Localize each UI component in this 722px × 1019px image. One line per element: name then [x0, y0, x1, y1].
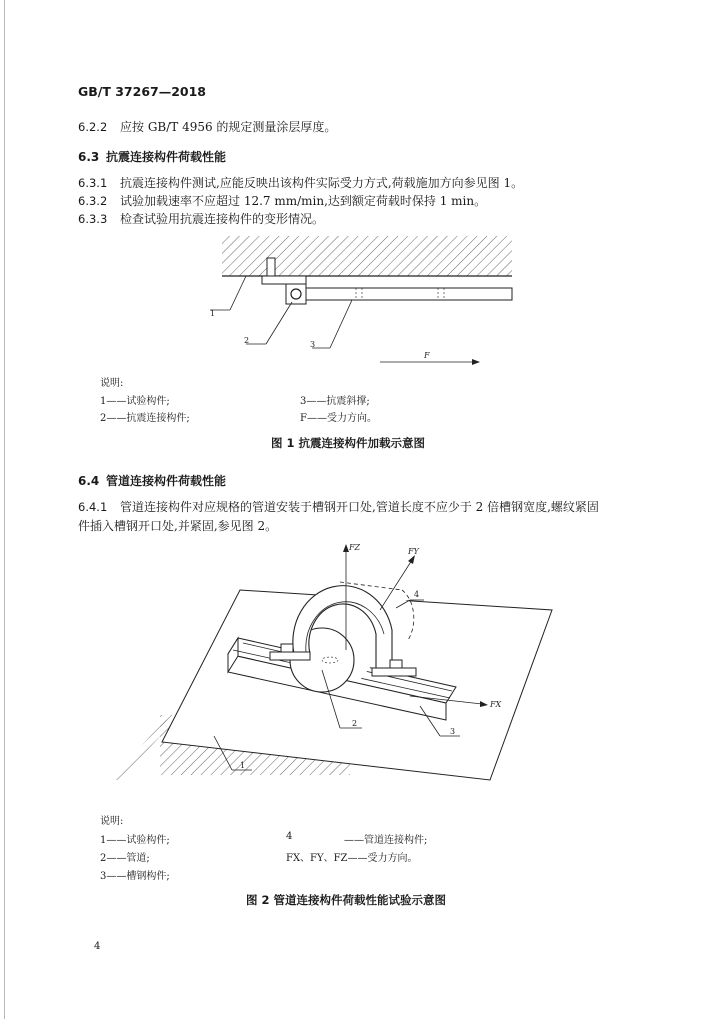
anchor-bolt	[267, 258, 275, 276]
heading-title: 管道连接构件荷载性能	[106, 474, 227, 488]
fig2-legend-item: 3——槽钢构件;	[100, 871, 170, 882]
fig2-legend-title: 说明:	[100, 816, 124, 827]
clause-text: 抗震连接构件测试,应能反映出该构件实际受力方式,荷载施加方向参见图 1。	[120, 176, 524, 190]
seismic-brace	[306, 288, 512, 300]
connector-bolt	[291, 289, 301, 299]
figure-1-caption: 图 1 抗震连接构件加载示意图	[271, 436, 426, 450]
clause-text: 检查试验用抗震连接构件的变形情况。	[120, 212, 325, 226]
leader-2	[266, 302, 292, 344]
figure-1-diagram	[0, 0, 722, 380]
clause-text: 管道连接构件对应规格的管道安装于槽钢开口处,管道长度不应少于 2 倍槽钢宽度,螺纹紧固	[120, 500, 599, 514]
fig1-legend-title: 说明:	[100, 378, 124, 389]
callout-1: 1	[210, 309, 216, 318]
fx-label: FX	[490, 700, 502, 709]
ceiling-hatch	[222, 236, 512, 276]
fy-label: FY	[408, 547, 419, 556]
clause-number: 6.3.3	[78, 212, 108, 226]
fig2-legend-item: FX、FY、FZ——受力方向。	[286, 853, 418, 864]
clause-number: 6.3.2	[78, 194, 108, 208]
heading-number: 6.4	[78, 474, 100, 488]
force-arrow-head	[472, 359, 480, 365]
page-number: 4	[94, 941, 101, 952]
callout-2: 2	[352, 719, 358, 728]
fz-label: FZ	[349, 543, 361, 552]
fig1-legend-item: 1——试验构件;	[100, 396, 170, 407]
callout-4: 4	[414, 590, 420, 599]
heading-number: 6.3	[78, 150, 100, 164]
fig2-legend-item: 2——管道;	[100, 853, 150, 864]
clause-number: 6.2.2	[78, 120, 108, 134]
clause-text: 应按 GB/T 4956 的规定测量涂层厚度。	[120, 120, 337, 134]
callout-1: 1	[240, 761, 246, 770]
figure-2-caption: 图 2 管道连接构件荷载性能试验示意图	[246, 893, 447, 907]
fig1-legend-item: 2——抗震连接构件;	[100, 413, 190, 424]
fy-arrow-head	[408, 555, 415, 564]
heading-title: 抗震连接构件荷载性能	[106, 150, 227, 164]
connector-plate	[262, 276, 306, 284]
clause-6-4-1	[78, 498, 599, 516]
figure-2-diagram	[0, 530, 722, 800]
fig2-legend-key: 4	[286, 831, 293, 842]
fig1-legend-item: F——受力方向。	[300, 413, 377, 424]
clause-number: 6.4.1	[78, 500, 108, 514]
callout-3: 3	[310, 340, 316, 349]
fig1-legend-item: 3——抗震斜撑;	[300, 396, 370, 407]
clause-number: 6.3.1	[78, 176, 108, 190]
standard-number: GB/T 37267—2018	[78, 84, 207, 99]
leader-1	[230, 276, 246, 310]
fig2-legend-item: 1——试验构件;	[100, 835, 170, 846]
leader-3	[330, 300, 352, 348]
callout-2: 2	[244, 336, 250, 345]
fig2-legend-item: ——管道连接构件;	[344, 835, 428, 846]
force-label: F	[424, 351, 430, 360]
callout-3: 3	[450, 727, 456, 736]
heading-6-4	[78, 472, 226, 489]
clause-text: 试验加载速率不应超过 12.7 mm/min,达到额定荷载时保持 1 min。	[120, 194, 487, 208]
clause-6-4-1-continued: 件插入槽钢开口处,并紧固,参见图 2。	[78, 519, 278, 533]
